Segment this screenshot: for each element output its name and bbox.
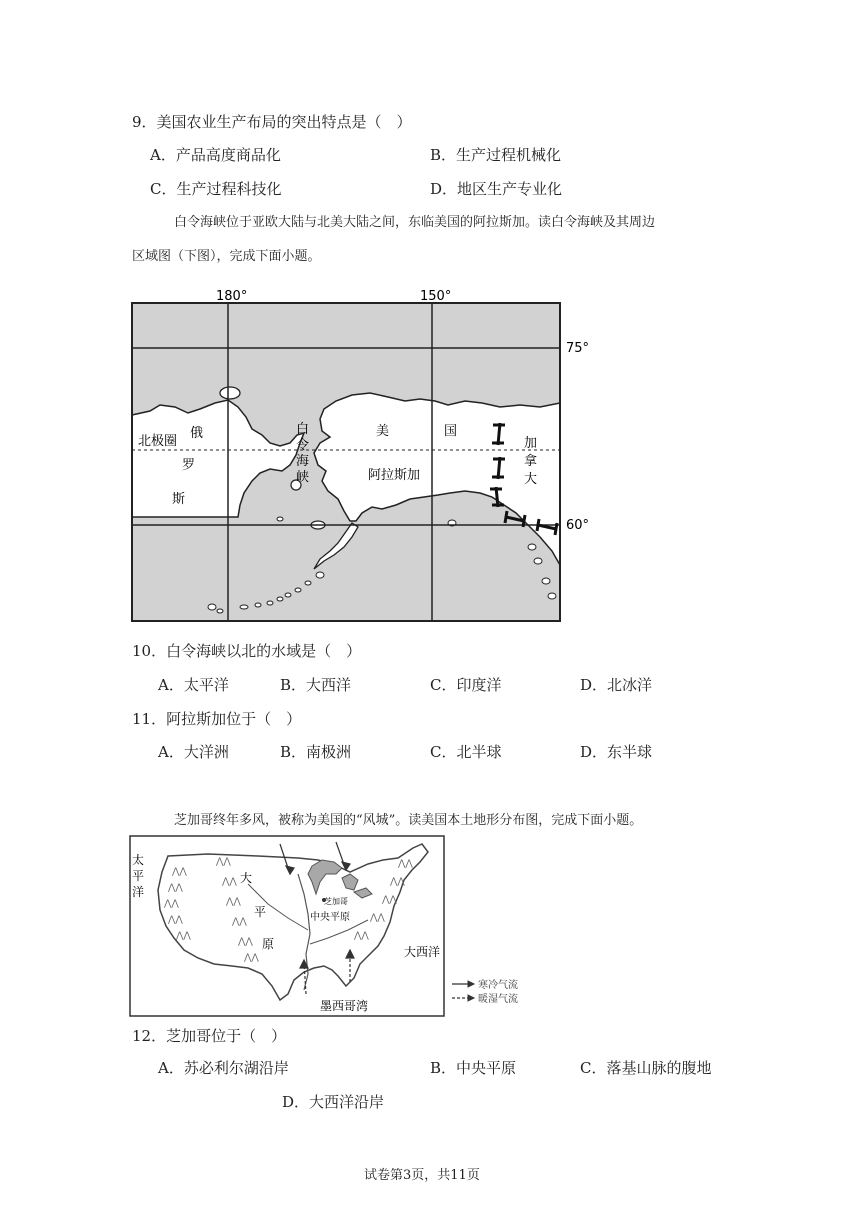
svg-text:⋀⋀: ⋀⋀ bbox=[226, 897, 241, 907]
question-12-option-d[interactable]: D．大西洋沿岸 bbox=[282, 1093, 385, 1111]
svg-text:⋀⋀: ⋀⋀ bbox=[390, 877, 405, 887]
label-alaska: 阿拉斯加 bbox=[368, 468, 421, 483]
label-pacific-3: 洋 bbox=[132, 885, 145, 899]
question-12-stem: 12．芝加哥位于（ ） bbox=[132, 1027, 287, 1045]
legend bbox=[452, 981, 474, 1001]
island bbox=[528, 544, 536, 550]
question-9-stem: 9．美国农业生产布局的突出特点是（ ） bbox=[132, 113, 412, 131]
legend-warm-air: 暖湿气流 bbox=[478, 994, 518, 1005]
island bbox=[305, 581, 311, 585]
label-great-plains-2: 平 bbox=[254, 905, 267, 919]
passage-bering-line-2: 区域图（下图），完成下面小题。 bbox=[132, 249, 321, 264]
bering-strait-map bbox=[120, 285, 600, 625]
island bbox=[295, 588, 301, 592]
map-frame bbox=[130, 836, 444, 1016]
legend-cold-air: 寒冷气流 bbox=[478, 980, 518, 991]
island bbox=[277, 597, 283, 601]
island bbox=[240, 605, 248, 609]
label-canada-3: 大 bbox=[524, 472, 538, 487]
svg-text:⋀⋀: ⋀⋀ bbox=[164, 899, 179, 909]
svg-text:⋀⋀: ⋀⋀ bbox=[222, 877, 237, 887]
label-russia-2: 罗 bbox=[182, 458, 196, 473]
island bbox=[548, 593, 556, 599]
question-10-option-b[interactable]: B．大西洋 bbox=[280, 676, 352, 694]
island bbox=[255, 603, 261, 607]
question-11-option-c[interactable]: C．北半球 bbox=[430, 743, 502, 761]
question-10-option-c[interactable]: C．印度洋 bbox=[430, 676, 502, 694]
svg-text:⋀⋀: ⋀⋀ bbox=[398, 859, 413, 869]
label-bering-1: 白 bbox=[296, 422, 310, 437]
island bbox=[208, 604, 216, 610]
svg-text:⋀⋀: ⋀⋀ bbox=[168, 915, 183, 925]
label-central-plain: 中央平原 bbox=[310, 912, 350, 923]
label-atlantic: 大西洋 bbox=[404, 945, 441, 959]
question-11-option-b[interactable]: B．南极洲 bbox=[280, 743, 352, 761]
question-11-stem: 11．阿拉斯加位于（ ） bbox=[132, 710, 302, 728]
island bbox=[534, 558, 542, 564]
label-gulf-of-mexico: 墨西哥湾 bbox=[320, 999, 369, 1013]
question-9-option-b[interactable]: B．生产过程机械化 bbox=[430, 146, 562, 164]
label-chicago: 芝加哥 bbox=[324, 897, 348, 906]
question-12-option-b[interactable]: B．中央平原 bbox=[430, 1059, 517, 1077]
svg-text:⋀⋀: ⋀⋀ bbox=[370, 913, 385, 923]
label-180: 180° bbox=[216, 289, 248, 304]
page-footer: 试卷第3页，共11页 bbox=[364, 1168, 480, 1183]
svg-text:⋀⋀: ⋀⋀ bbox=[168, 883, 183, 893]
island bbox=[542, 578, 550, 584]
passage-chicago: 芝加哥终年多风，被称为美国的“风城”。读美国本土地形分布图，完成下面小题。 bbox=[174, 813, 643, 828]
label-pacific-1: 太 bbox=[132, 853, 145, 867]
label-usa-1: 美 bbox=[376, 424, 390, 439]
label-russia-1: 俄 bbox=[190, 426, 204, 441]
label-canada-2: 拿 bbox=[524, 454, 538, 469]
island bbox=[277, 517, 283, 521]
label-arctic-circle: 北极圈 bbox=[138, 434, 178, 449]
question-10-stem: 10．白令海峡以北的水域是（ ） bbox=[132, 642, 362, 660]
question-11-option-a[interactable]: A．大洋洲 bbox=[158, 743, 229, 761]
svg-text:⋀⋀: ⋀⋀ bbox=[354, 931, 369, 941]
island bbox=[285, 593, 291, 597]
svg-text:⋀⋀: ⋀⋀ bbox=[172, 867, 187, 877]
label-pacific-2: 平 bbox=[132, 869, 145, 883]
question-9-option-c[interactable]: C．生产过程科技化 bbox=[150, 180, 282, 198]
label-150: 150° bbox=[420, 289, 452, 304]
label-60: 60° bbox=[566, 518, 590, 533]
label-great-plains-3: 原 bbox=[262, 937, 275, 951]
passage-bering-line-1: 白令海峡位于亚欧大陆与北美大陆之间，东临美国的阿拉斯加。读白令海峡及其周边 bbox=[174, 215, 656, 230]
label-bering-2: 令 bbox=[296, 438, 310, 453]
svg-text:⋀⋀: ⋀⋀ bbox=[176, 931, 191, 941]
label-russia-3: 斯 bbox=[172, 492, 186, 507]
wrangel-island bbox=[220, 387, 240, 399]
island bbox=[316, 572, 324, 578]
label-great-plains-1: 大 bbox=[240, 871, 253, 885]
label-bering-3: 海 bbox=[296, 454, 310, 469]
svg-text:⋀⋀: ⋀⋀ bbox=[382, 895, 397, 905]
svg-text:⋀⋀: ⋀⋀ bbox=[232, 917, 247, 927]
question-12-option-a[interactable]: A．苏必利尔湖沿岸 bbox=[158, 1059, 289, 1077]
label-bering-4: 峡 bbox=[296, 470, 310, 485]
island bbox=[217, 609, 223, 613]
question-10-option-d[interactable]: D．北冰洋 bbox=[580, 676, 653, 694]
question-12-option-c[interactable]: C．落基山脉的腹地 bbox=[580, 1059, 712, 1077]
question-9-option-d[interactable]: D．地区生产专业化 bbox=[430, 180, 563, 198]
label-usa-2: 国 bbox=[444, 424, 458, 439]
label-canada-1: 加 bbox=[524, 436, 538, 451]
label-75: 75° bbox=[566, 341, 590, 356]
question-10-option-a[interactable]: A．太平洋 bbox=[158, 676, 229, 694]
question-11-option-d[interactable]: D．东半球 bbox=[580, 743, 653, 761]
island bbox=[267, 601, 273, 605]
question-9-option-a[interactable]: A．产品高度商品化 bbox=[150, 146, 281, 164]
svg-text:⋀⋀: ⋀⋀ bbox=[244, 953, 259, 963]
us-terrain-map bbox=[128, 834, 528, 1020]
svg-text:⋀⋀: ⋀⋀ bbox=[216, 857, 231, 867]
svg-text:⋀⋀: ⋀⋀ bbox=[238, 937, 253, 947]
